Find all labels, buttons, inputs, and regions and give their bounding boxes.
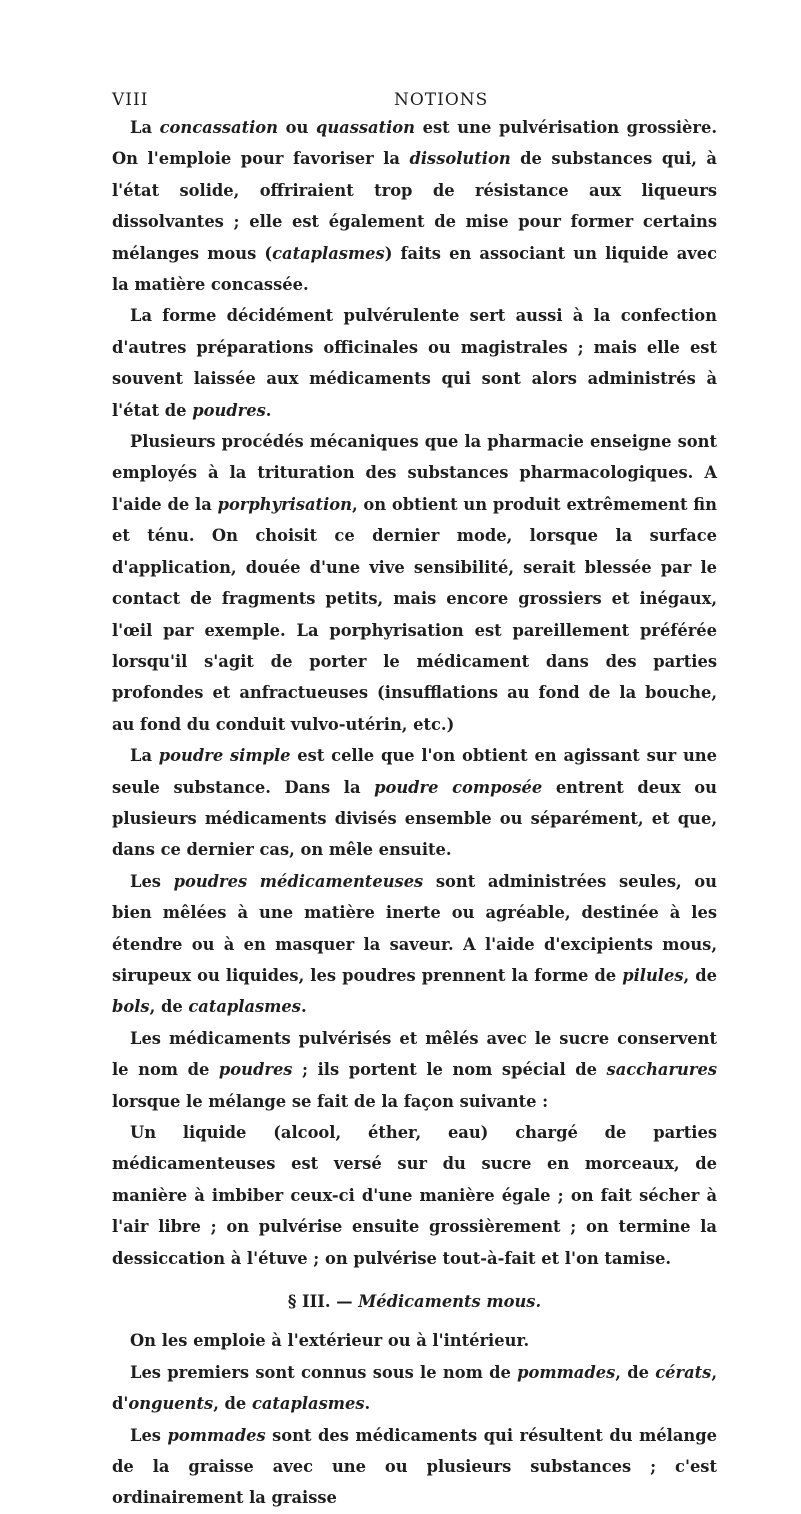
paragraph-liquide: Un liquide (alcool, éther, eau) chargé de parties médicamenteuses est versé sur du sucre en morceaux, de manière à imbiber ceux-ci d'une manière égale ; on fait sécher à l'air libre ; on pulvérise ensuite grossièrement ; on termine la dessiccation à l'étuve ; on pulvérise tout-à-fait et l'on tamise. [112,1123,717,1268]
paragraph-forme-pulverulente: La forme décidément pulvérulente sert aussi à la confection d'autres préparations officinales ou magistrales ; mais elle est souvent laissée aux médicaments qui sont alors administrés à l'état de poudres. [112,306,717,420]
page-number: VIII [112,90,149,110]
paragraph-poudre-simple: La poudre simple est celle que l'on obtient en agissant sur une seule substance. Dans la poudre composée entrent deux ou plusieurs médicaments divisés ensemble ou séparément, et que, dans ce dernier cas, on mêle ensuite. [112,746,718,860]
paragraph-emploi: On les emploie à l'extérieur ou à l'intérieur. [130,1331,530,1351]
paragraph-concassation: La concassation ou quassation est une pulvérisation grossière. On l'emploie pour favoriser la dissolution de substances qui, à l'état solide, offriraient trop de résistance aux liqueurs dissolvantes ; elle est également de mise pour former certains mélanges mous (cataplasmes) faits en associant un liquide avec la matière concassée. [112,118,718,295]
paragraph-procedes-mecaniques: Plusieurs procédés mécaniques que la pharmacie enseigne sont employés à la trituration des substances pharmacologiques. A l'aide de la porphyrisation, on obtient un produit extrêmement fin et ténu. On choisit ce dernier mode, lorsque la surface d'application, douée d'une vive sensibilité, serait blessée par le contact de fragments petits, mais encore grossiers et inégaux, l'œil par exemple. La porphyrisation est pareillement préférée lorsqu'il s'agit de porter le médicament dans des parties profondes et anfractueuses (insufflations au fond de la bouche, au fond du conduit vulvo-utérin, etc.) [112,432,717,734]
paragraph-pommades: Les pommades sont des médicaments qui résultent du mélange de la graisse avec une ou plusieurs substances ; c'est ordinairement la graisse [112,1425,717,1508]
paragraph-premiers: Les premiers sont connus sous le nom de pommades, de cérats, d'onguents, de cataplasmes. [112,1362,717,1414]
section-heading: § III. — Médicaments mous. [287,1292,542,1312]
page-body [112,112,717,1514]
running-title: NOTIONS [394,90,489,110]
paragraph-poudres-medicamenteuses: Les poudres médicamenteuses sont administrées seules, ou bien mêlées à une matière inerte ou agréable, destinée à les étendre ou à en masquer la saveur. A l'aide d'excipients mous, sirupeux ou liquides, les poudres prennent la forme de pilules, de bols, de cataplasmes. [112,871,717,1017]
paragraph-saccharures: Les médicaments pulvérisés et mêlés avec le sucre conservent le nom de poudres ; ils portent le nom spécial de saccharures lorsque le mélange se fait de la façon suivante : [112,1028,717,1111]
